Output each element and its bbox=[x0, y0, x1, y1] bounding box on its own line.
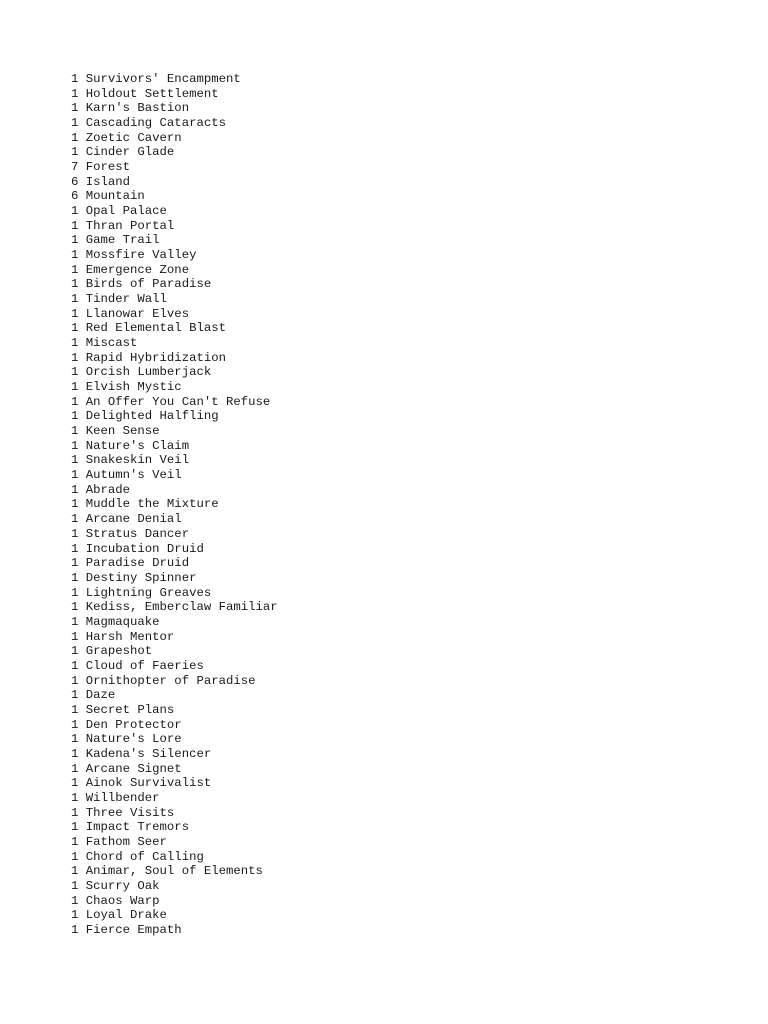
deck-list-line: 1 Loyal Drake bbox=[71, 908, 167, 923]
deck-list bbox=[71, 72, 278, 938]
deck-list-line: 1 Abrade bbox=[71, 482, 131, 497]
deck-list-line: 1 Secret Plans bbox=[71, 702, 175, 717]
deck-list-line: 1 Three Visits bbox=[71, 805, 175, 820]
deck-list-line: 1 Keen Sense bbox=[71, 424, 160, 439]
deck-list-line: 1 Daze bbox=[71, 688, 116, 703]
deck-list-line: 1 Snakeskin Veil bbox=[71, 453, 190, 468]
deck-list-line: 1 Harsh Mentor bbox=[71, 629, 175, 644]
deck-list-line: 1 Delighted Halfling bbox=[71, 409, 219, 424]
deck-list-line: 1 Kediss, Emberclaw Familiar bbox=[71, 600, 278, 615]
deck-list-line: 1 Nature's Claim bbox=[71, 438, 190, 453]
deck-list-line: 1 An Offer You Can't Refuse bbox=[71, 394, 271, 409]
deck-list-line: 1 Magmaquake bbox=[71, 614, 160, 629]
deck-list-line: 1 Grapeshot bbox=[71, 644, 153, 659]
deck-list-line: 1 Opal Palace bbox=[71, 204, 167, 219]
deck-list-line: 1 Willbender bbox=[71, 790, 160, 805]
deck-list-line: 1 Karn's Bastion bbox=[71, 101, 190, 116]
deck-list-line: 1 Impact Tremors bbox=[71, 820, 190, 835]
deck-list-line: 1 Game Trail bbox=[71, 233, 160, 248]
deck-list-line: 1 Arcane Signet bbox=[71, 761, 182, 776]
deck-list-line: 1 Tinder Wall bbox=[71, 292, 167, 307]
deck-list-line: 1 Miscast bbox=[71, 336, 138, 351]
deck-list-line: 1 Zoetic Cavern bbox=[71, 130, 182, 145]
deck-list-line: 1 Paradise Druid bbox=[71, 556, 190, 571]
deck-list-line: 1 Fathom Seer bbox=[71, 834, 167, 849]
deck-list-line: 1 Autumn's Veil bbox=[71, 468, 182, 483]
deck-list-line: 1 Emergence Zone bbox=[71, 262, 190, 277]
deck-list-line: 1 Scurry Oak bbox=[71, 878, 160, 893]
deck-list-line: 1 Llanowar Elves bbox=[71, 306, 190, 321]
deck-list-line: 1 Rapid Hybridization bbox=[71, 350, 226, 365]
deck-list-line: 1 Kadena's Silencer bbox=[71, 746, 212, 761]
deck-list-line: 1 Chord of Calling bbox=[71, 849, 204, 864]
deck-list-line: 1 Animar, Soul of Elements bbox=[71, 864, 263, 879]
deck-list-line: 1 Mossfire Valley bbox=[71, 248, 197, 263]
deck-list-line: 6 Mountain bbox=[71, 189, 145, 204]
deck-list-line: 1 Ainok Survivalist bbox=[71, 776, 212, 791]
deck-list-line: 1 Fierce Empath bbox=[71, 922, 182, 937]
deck-list-line: 1 Nature's Lore bbox=[71, 732, 182, 747]
deck-list-line: 1 Cascading Cataracts bbox=[71, 116, 226, 131]
deck-list-line: 1 Incubation Druid bbox=[71, 541, 204, 556]
deck-list-line: 1 Chaos Warp bbox=[71, 893, 160, 908]
deck-list-line: 1 Orcish Lumberjack bbox=[71, 365, 212, 380]
deck-list-line: 1 Destiny Spinner bbox=[71, 570, 197, 585]
deck-list-line: 1 Arcane Denial bbox=[71, 512, 182, 527]
deck-list-line: 7 Forest bbox=[71, 160, 131, 175]
deck-list-line: 1 Red Elemental Blast bbox=[71, 321, 226, 336]
deck-list-line: 1 Holdout Settlement bbox=[71, 86, 219, 101]
deck-list-line: 1 Ornithopter of Paradise bbox=[71, 673, 256, 688]
deck-list-line: 1 Den Protector bbox=[71, 717, 182, 732]
deck-list-line: 1 Cinder Glade bbox=[71, 145, 175, 160]
deck-list-line: 1 Cloud of Faeries bbox=[71, 658, 204, 673]
deck-list-line: 1 Thran Portal bbox=[71, 218, 175, 233]
deck-list-line: 1 Elvish Mystic bbox=[71, 380, 182, 395]
deck-list-line: 6 Island bbox=[71, 174, 131, 189]
deck-list-line: 1 Stratus Dancer bbox=[71, 526, 190, 541]
deck-list-line: 1 Birds of Paradise bbox=[71, 277, 212, 292]
deck-list-line: 1 Lightning Greaves bbox=[71, 585, 212, 600]
deck-list-line: 1 Survivors' Encampment bbox=[71, 72, 241, 86]
deck-list-line: 1 Muddle the Mixture bbox=[71, 497, 219, 512]
